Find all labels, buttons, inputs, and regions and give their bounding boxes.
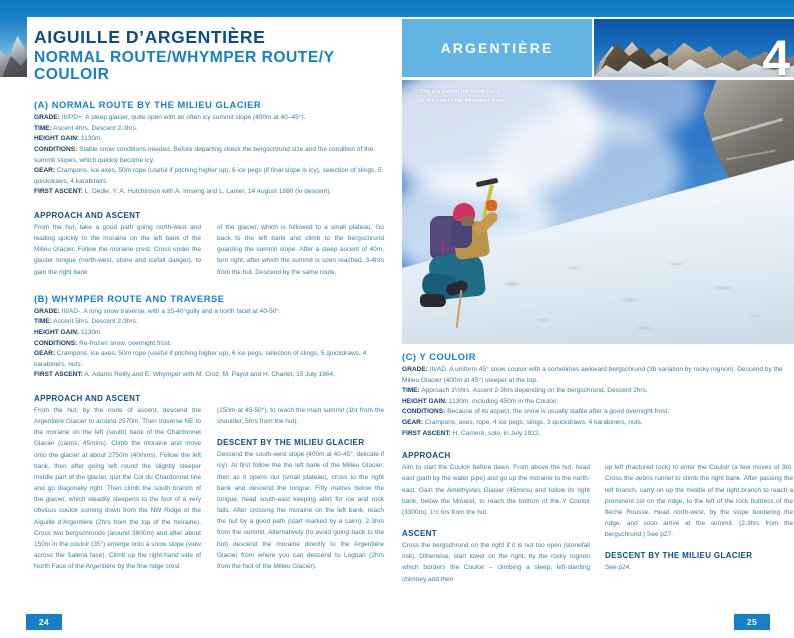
- spec-value: Ascent 5hrs. Descent 2-3hrs.: [51, 318, 138, 326]
- route-c-specs: [402, 365, 794, 439]
- route-c-descent-heading: DESCENT BY THE MILIEU GLACIER: [605, 551, 753, 561]
- climber-glove: [486, 200, 497, 211]
- left-page-body: [34, 28, 384, 572]
- spec-label: HEIGHT GAIN:: [34, 135, 80, 143]
- spec-row: [34, 328, 384, 339]
- spec-value: Approach 1½hrs. Ascent 2-3hrs depending on the bergschrund. Descent 2hrs.: [419, 387, 648, 395]
- spec-label: TIME:: [402, 387, 420, 395]
- route-a-col-1: [34, 211, 201, 278]
- spec-row: [402, 386, 794, 397]
- right-top-bar: [397, 0, 794, 17]
- spec-label: CONDITIONS:: [34, 145, 78, 153]
- route-b-descent-heading: DESCENT BY THE MILIEU GLACIER: [217, 438, 365, 448]
- spec-row: [34, 166, 384, 187]
- spec-label: GRADE:: [34, 307, 60, 315]
- spec-label: GRADE:: [402, 366, 428, 373]
- spec-row: [402, 407, 794, 418]
- rock-crack-line: [726, 150, 776, 161]
- route-c-col-2: [605, 451, 793, 585]
- right-page-body: [402, 352, 794, 585]
- route-a-heading: (A) NORMAL ROUTE BY THE MILIEU GLACIER: [34, 100, 262, 111]
- spec-value: Crampons, ice axes, 50m rope (useful if pitching higher up), 6 ice pegs, selection of slings, 5 quickdraws, 4 karabiners, nuts.: [34, 350, 367, 368]
- spec-row: [34, 145, 384, 166]
- route-a-specs: [34, 113, 384, 198]
- spec-label: TIME:: [34, 124, 52, 132]
- left-top-bar: [0, 0, 397, 17]
- spec-row: [34, 349, 384, 370]
- spec-label: CONDITIONS:: [34, 339, 78, 347]
- spec-value: 1130m, including 450m in the Couloir.: [447, 397, 558, 405]
- page-title: AIGUILLE D’ARGENTIÈRE: [34, 27, 266, 47]
- route-c-ascent-text-2: up left (fractured rock) to enter the Couloir (a few moves of 3b). Cross the debris runnel to climb the right bank. After passing the left branch, carry on up the middle of the right branch to reach a prominent col on the ridge, to the left of the rock buttress of the flèche Rousse. Head north-west, by the slope bordering the ridge, and soon arrive at the summit. (2-3hrs from the bergschrund.) See p27.: [605, 464, 793, 539]
- spec-label: CONDITIONS:: [402, 408, 446, 416]
- spec-row: [402, 365, 794, 386]
- spec-row: [34, 124, 384, 135]
- route-b-heading: (B) WHYMPER ROUTE AND TRAVERSE: [34, 293, 225, 304]
- route-c-approach-text: Aim to start the Couloir before dawn. From above the hut, head east (path by the water pipe) and go up the moraine to the north-east. Gain the Améthystes Glacier (45mins) and follow its right bank, below the Minaret, to reach the bottom of the Y Couloir (3300m). 1½ hrs from the hut.: [402, 464, 590, 516]
- spec-label: GEAR:: [34, 350, 56, 358]
- route-a-columns: [34, 211, 384, 278]
- spec-value: 1130m.: [79, 328, 103, 336]
- spec-value: A. Adams Reilly and E. Whymper with M. Croz, M. Payot and H. Charlet, 15 July 1864.: [82, 371, 336, 379]
- chapter-title-band: [402, 19, 592, 77]
- route-c-approach-heading: APPROACH: [402, 451, 451, 461]
- route-b-approach-heading: APPROACH AND ASCENT: [34, 393, 141, 403]
- page-number-right: 25: [734, 614, 770, 630]
- spec-value: Stable snow conditions needed. Before departing check the bergschrund size and the condition of the summit slopes, which quickly become icy.: [34, 145, 374, 164]
- spec-row: [34, 187, 384, 198]
- rock-crack-line: [711, 118, 783, 141]
- spec-label: TIME:: [34, 318, 52, 326]
- route-c-descent-text: See p24.: [605, 564, 632, 572]
- hero-photo-caption: The top part of the North Face, at the exit of the Whymper route.: [420, 89, 508, 104]
- spec-label: HEIGHT GAIN:: [402, 397, 448, 405]
- spec-row: [402, 397, 794, 408]
- climber-face: [461, 216, 474, 226]
- spec-value: Crampons, ice axes, 50m rope (useful if pitching higher up), 6 ice pegs (if final slope is icy), selection of slings, 5 quickdraws, 4 karabiners.: [34, 167, 382, 185]
- spec-label: GEAR:: [34, 167, 56, 175]
- spec-value: L. Dèdle, Y. A. Hutchinson with A. Imseng and L. Lanier, 14 August 1880 (in descent).: [82, 188, 332, 196]
- spec-label: HEIGHT GAIN:: [34, 328, 80, 336]
- chapter-banner-photo: [594, 19, 794, 77]
- spec-row: [34, 134, 384, 145]
- chapter-number: 4: [762, 30, 790, 77]
- spec-row: [34, 370, 384, 381]
- spec-row: [402, 418, 794, 429]
- spec-value: Crampons, axes, rope, 4 ice pegs, slings, 3 quickdraws, 4 karabiners, nuts.: [423, 418, 643, 426]
- spec-value: III/AD-. A long snow traverse, with a 35-40°gully and a north facet at 40-50°.: [59, 307, 281, 315]
- page-subtitle: NORMAL ROUTE/WHYMPER ROUTE/Y COULOIR: [34, 48, 335, 84]
- route-a-approach-heading: APPROACH AND ASCENT: [34, 210, 141, 220]
- spec-value: 1130m.: [79, 135, 103, 143]
- spec-label: GRADE:: [34, 114, 60, 122]
- spec-label: GEAR:: [402, 418, 424, 426]
- route-b-col-2: [217, 394, 384, 573]
- route-b-specs: [34, 307, 384, 381]
- route-b-columns: [34, 394, 384, 573]
- spec-value: Because of its aspect, the snow is usually stable after a good overnight frost.: [445, 408, 670, 416]
- chapter-name: ARGENTIÈRE: [440, 40, 554, 56]
- spec-value: H. Cameré, solo, in July 1922.: [450, 429, 541, 437]
- route-b-col-1: [34, 394, 201, 573]
- climber-figure: [420, 198, 516, 328]
- route-c-heading: (C) Y COULOIR: [402, 352, 476, 362]
- route-b-approach-text-2: (150m at 45-50°), to reach the main summit (1hr from the shoulder, 5hrs from the hut).: [217, 406, 384, 426]
- route-c-ascent-heading: ASCENT: [402, 529, 437, 539]
- spec-value: Ascent 4hrs. Descent 2-3hrs.: [51, 124, 138, 132]
- spec-label: FIRST ASCENT:: [34, 371, 83, 379]
- route-b-descent-text: Descend the south-west slope (400m at 40-45°, delicate if icy). At first follow the the left bank of the Milieu Glacier, then as it opens out (small plateau), cross to the right bank and descend the tongue. Fifty metres below the tongue, head south-east keeping alert for ice and rock falls. After crossing the moraine on the left bank, reach the hut by a good path (start marked by a cairn), 2-3hrs from the summit. Alternatively (to avoid going back to the hut) descend the moraine directly to the Argentière Glacier from where you can descend to Lognan (2hrs from the foot of the Milieu Glacier).: [217, 451, 384, 570]
- route-a-approach-text-1: From the hut, take a good path going north-west and leading quickly to the moraine on the left bank of the Milieu Glacier. Follow the moraine crest. Cross under the glacier tongue (north-west, stone and icefall danger), to gain the right bank: [34, 223, 201, 276]
- spec-value: III/AD. A uniform 45° snow couloir with a sometimes awkward bergschrund (3b variation by rocky rognon). Descend by the Milieu Glacier (400m at 45°) steeper at the top.: [402, 366, 783, 384]
- route-c-col-1: [402, 451, 590, 585]
- spec-value: III/PD+. A steep glacier, quite open with an often icy summit slope (400m at 40–45°).: [59, 114, 306, 122]
- spec-label: FIRST ASCENT:: [34, 188, 83, 196]
- route-a-approach-text-2: of the glacier, which is followed to a small plateau. Go back to the left bank and climb to the bergschrund guarding the summit slope. After a steep ascent of 40m, turn right, after which the summit is soon reached. 3-4hrs from the hut. Descend by the same route.: [217, 223, 384, 276]
- right-page: [397, 0, 794, 638]
- edge-mountain-photo: [0, 17, 27, 77]
- hero-photo: [402, 80, 794, 344]
- spec-value: Re-frozen snow, overnight frost.: [77, 339, 172, 347]
- route-c-ascent-text-1: Cross the bergschrund on the right if it is not too open (stonefall risk). Otherwise, start lower on the right, by the rocky rognon which borders the Couloir – climbing a steep, left-slanting chimney and then: [402, 542, 590, 583]
- spec-row: [402, 429, 794, 440]
- spec-row: [34, 307, 384, 318]
- spec-label: FIRST ASCENT:: [402, 429, 451, 437]
- page-number-left: 24: [26, 614, 62, 630]
- route-a-col-2: [217, 211, 384, 278]
- spec-row: [34, 113, 384, 124]
- climber-boot: [420, 294, 446, 307]
- spec-row: [34, 339, 384, 350]
- spec-row: [34, 317, 384, 328]
- route-c-columns: [402, 451, 794, 585]
- route-b-approach-text-1: From the hut, by the route of ascent, descend the Argentière Glacier to around 2570m. Then traverse NE to the moraine on the left (south) bank of the Chardonnet Glacier (cairns, 45mins). Climb the moraine and move onto the glacier at about 2750m (40mins). Follow the left bank, then after going left round the slightly steeper middle part of the glacier, quit the Col du Chardonnet line and go diagonally right. Then climb the south branch of the glacier, which steadily steepens to the foot of a very obvious couloir coming down from the NW Ridge of the Aiguille d’Argentière (2hrs from the top of the moraine). Cross two bergschrunds (around 3600m) and after about 150m in the couloir (35°) emerge onto a snow slope (view across the Salena face). Climb up the right-hand side of North Face of the Argentière by the fine ridge crest: [34, 406, 201, 571]
